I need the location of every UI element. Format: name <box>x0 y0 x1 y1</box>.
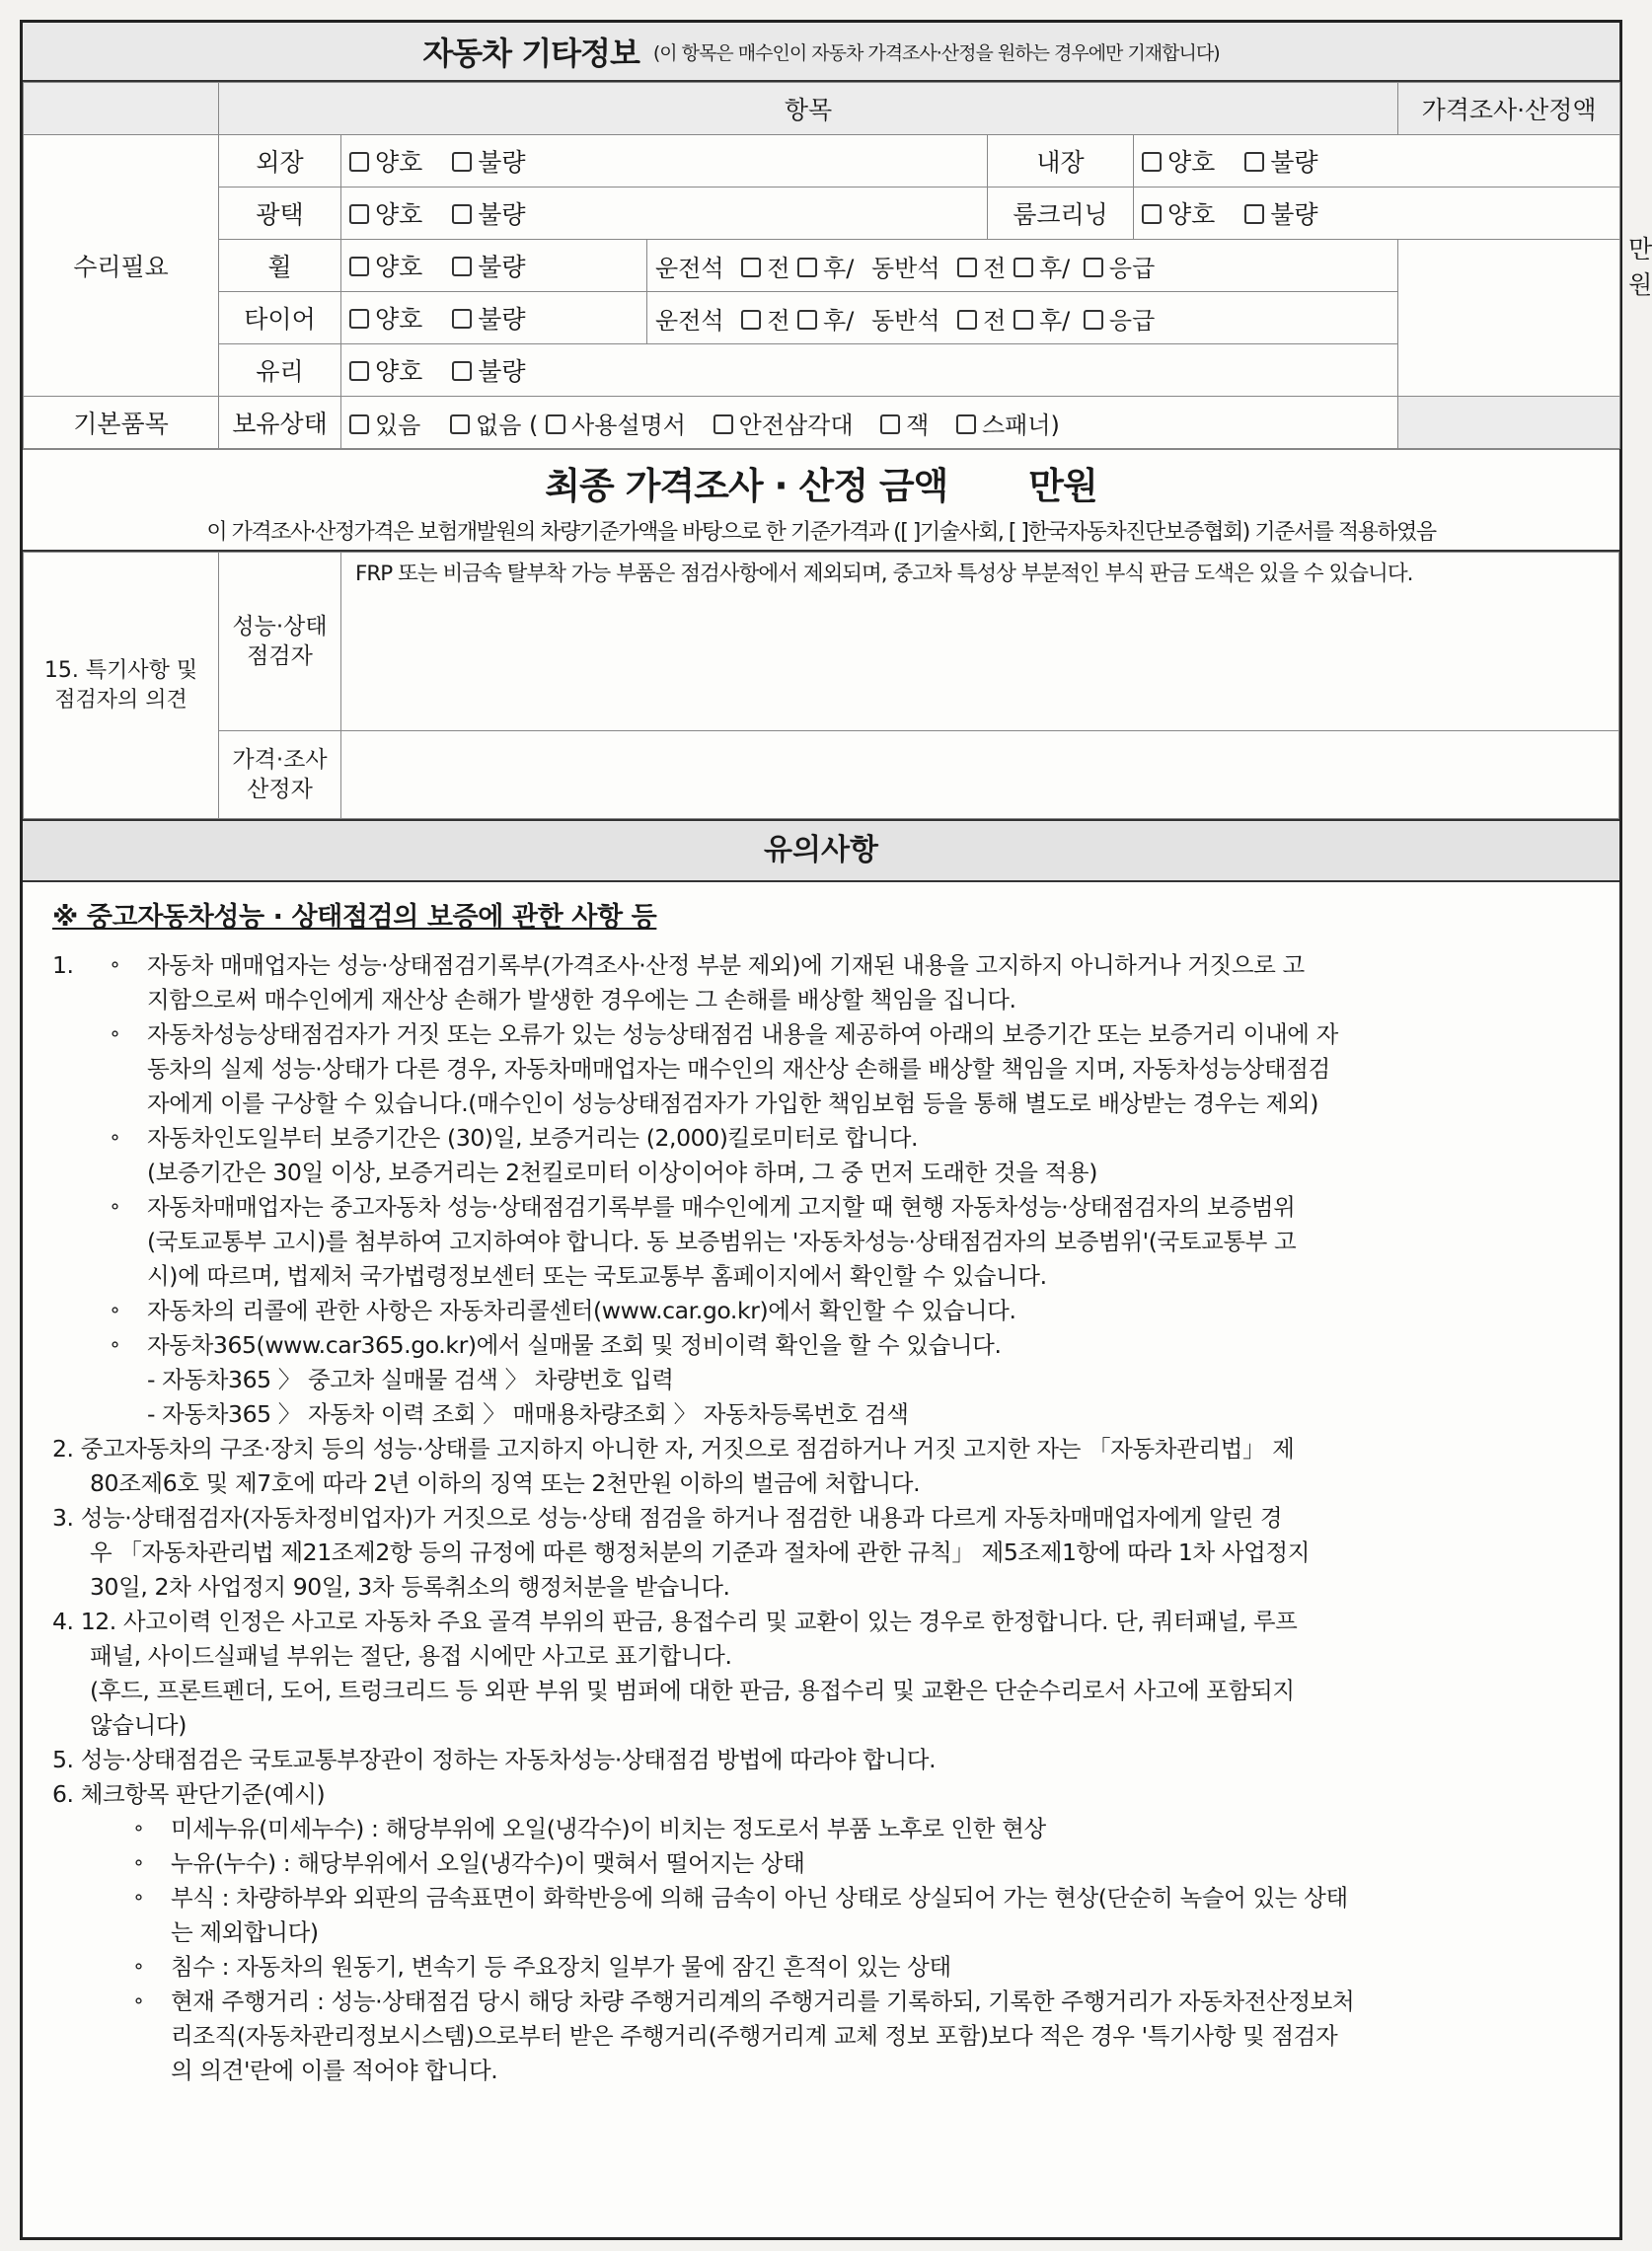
wheel-emergency-checkbox[interactable] <box>1084 258 1103 277</box>
spanner-checkbox[interactable] <box>956 414 976 434</box>
row-interior: 내장 <box>988 135 1134 188</box>
section-title: 자동차 기타정보 <box>422 35 639 72</box>
exterior-good-checkbox[interactable] <box>349 152 369 172</box>
corner-cell <box>24 83 219 135</box>
glass-bad-checkbox[interactable] <box>452 361 472 381</box>
criteria-item: ⚬ 미세누유(미세누수) : 해당부위에 오일(냉각수)이 비치는 정도로서 부품 노후로 인한 현상 <box>131 1815 1046 1842</box>
interior-bad-checkbox[interactable] <box>1244 152 1264 172</box>
gloss-bad-checkbox[interactable] <box>452 204 472 224</box>
triangle-checkbox[interactable] <box>713 414 733 434</box>
wheel-driver-rear-checkbox[interactable] <box>797 258 817 277</box>
interior-options: 양호 불량 <box>1134 135 1620 188</box>
gloss-good-checkbox[interactable] <box>349 204 369 224</box>
notice-body: ※ 중고자동차성능 · 상태점검의 보증에 관한 사항 등 1. ⚬ 자동차 매매업자는 성능·상태점검기록부(가격조사·산정 부분 제외)에 기재된 내용을 고지하지 아니하거나 거짓으로 고 지함으로써 매수인에게 재산상 손해가 발생한 경우에는 그 손해를 배상할 책임을 집니다. ⚬ 자동차성능상태점검자가 거짓 또는 오류가 있는 성능상태점검 내용을 제공하여 아래의 보증기간 또는 보증거리 이내에 자 동차의 실제 성능·상태가 다른 경우, 자동차매매업자는 매수인의 재산상 손해를 배상할 책임을 지며, 자동차성능상태점검 자에게 이를 구상할 수 있습니다.(매수인이 성능상태점검자가 가입한 책임보험 등을 통해 별도로 배상받는 경우는 제외) ⚬ 자동차인도일부터 보증기간은 (30)일, 보증거리는 (2,000)킬로미터로 합니다. (보증기간은 30일 이상, 보증거리는 2천킬로미터 이상이어야 하며, 그 중 먼저 도래한 것을 적용) ⚬ 자동차매매업자는 중고자동차 성능·상태점검기록부를 매수인에게 고지할 때 현행 자동차성능·상태점검자의 보증범위 (국토교통부 고시)를 첨부하여 고지하여야 합니다. 동 보증범위는 '자동차성능·상태점검자의 보증범위'(국토교통부 고 시)에 따르며, 법제처 국가법령정보센터 또는 국토교통부 홈페이지에서 확인할 수 있습니다. ⚬ 자동차의 리콜에 관한 사항은 자동차리콜센터(www.car.go.kr)에서 확인할 수 있습니다. ⚬ 자동차365(www.car365.go.kr)에서 실매물 조회 및 정비이력 확인을 할 수 있습니다. - 자동차365 〉 중고차 실매물 검색 〉 차량번호 입력 - 자동차365 〉 자동차 이력 조회 〉 매매용차량조회 〉 자동차등록번호 검색 2. 중고자동차의 구조·장치 등의 성능·상태를 고지하지 아니한 자, 거짓으로 점검하거나 거짓 고지한 자는 「자동차관리법」 제 80조제6호 및 제7호에 따라 2년 이하의 징역 또는 2천만원 이하의 벌금에 처합니다. 3. 성능·상태점검자(자동차정비업자)가 거짓으로 성능·상태 점검을 하거나 점검한 내용과 다르게 자동차매매업자에게 알린 경 우 「자동차관리법 제21조제2항 등의 규정에 따른 행정처분의 기준과 절차에 관한 규칙」 제5조제1항에 따라 1차 사업정지 30일, 2차 사업정지 90일, 3차 등록취소의 행정처분을 받습니다. 4. 12. 사고이력 인정은 사고로 자동차 주요 골격 부위의 판금, 용접수리 및 교환이 있는 경우로 한정합니다. 단, 쿼터패널, 루프 패널, 사이드실패널 부위는 절단, 용접 시에만 사고로 표기합니다. (후드, 프론트펜더, 도어, 트렁크리드 등 외판 부위 및 범퍼에 대한 판금, 용접수리 및 교환은 단순수리로서 사고에 포함되지 않습니다) 5. 성능·상태점검은 국토교통부장관이 정하는 자동차성능·상태점검 방법에 따라야 합니다. 6. 체크항목 판단기준(예시) ⚬ 미세누유(미세누수) : 해당부위에 오일(냉각수)이 비치는 정도로서 부품 노후로 인한 현상 ⚬ 누유(누수) : 해당부위에서 오일(냉각수)이 맺혀서 떨어지는 상태 ⚬ 부식 : 차량하부와 외판의 금속표면이 화학반응에 의해 금속이 아닌 상태로 상실되어 가는 현상(단순히 녹슬어 있는 상태 는 제외합니다) ⚬ 침수 : 자동차의 원동기, 변속기 등 주요장치 일부가 물에 잠긴 흔적이 있는 상태 ⚬ 현재 주행거리 : 성능·상태점검 당시 해당 차량 주행거리계의 주행거리를 기록하되, 기록한 주행거리가 자동차전산정보처 리조직(자동차관리정보시스템)으로부터 받은 주행거리(주행거리계 교체 정보 포함)보다 적은 경우 '특기사항 및 점검자 의 의견'란에 이를 적어야 합니다. <box>23 882 1619 2088</box>
row-exterior: 외장 <box>219 135 341 188</box>
inspection-record-sheet <box>20 20 1652 2240</box>
criteria-item: ⚬ 현재 주행거리 : 성능·상태점검 당시 해당 차량 주행거리계의 주행거리를 기록하되, 기록한 주행거리가 자동차전산정보처 <box>131 1988 1355 2015</box>
notice-title: 유의사항 <box>23 819 1619 882</box>
row-roomclean: 룸크리닝 <box>988 188 1134 240</box>
appraiser-label: 가격·조사 산정자 <box>219 731 341 819</box>
notice-item-4: 4. 12. 사고이력 인정은 사고로 자동차 주요 골격 부위의 판금, 용접수리 및 교환이 있는 경우로 한정합니다. 단, 쿼터패널, 루프 <box>52 1608 1298 1635</box>
wheel-options: 양호 불량 <box>341 240 647 292</box>
wheel-bad-checkbox[interactable] <box>452 257 472 276</box>
row-glass: 유리 <box>219 344 341 397</box>
criteria-item: ⚬ 누유(누수) : 해당부위에서 오일(냉각수)이 맺혀서 떨어지는 상태 <box>131 1849 805 1877</box>
exterior-options: 양호 불량 <box>341 135 988 188</box>
glass-good-checkbox[interactable] <box>349 361 369 381</box>
wheel-driver-front-checkbox[interactable] <box>741 258 761 277</box>
final-price-unit[interactable]: 만원 <box>1028 465 1097 507</box>
final-price-title: 최종 가격조사 · 산정 금액 <box>545 465 948 507</box>
notice-item-1-3: ⚬ 자동차인도일부터 보증기간은 (30)일, 보증거리는 (2,000)킬로미터로 합니다. <box>108 1124 919 1152</box>
notice-item-1-6: ⚬ 자동차365(www.car365.go.kr)에서 실매물 조회 및 정비이력 확인을 할 수 있습니다. <box>108 1331 1002 1359</box>
possession-none-checkbox[interactable] <box>450 414 470 434</box>
row-gloss: 광택 <box>219 188 341 240</box>
repair-needed-label: 수리필요 <box>24 135 219 397</box>
gloss-options: 양호 불량 <box>341 188 988 240</box>
final-price-block <box>23 449 1619 552</box>
criteria-item: ⚬ 부식 : 차량하부와 외판의 금속표면이 화학반응에 의해 금속이 아닌 상태로 상실되어 가는 현상(단순히 녹슬어 있는 상태 <box>131 1884 1348 1912</box>
row-tire: 타이어 <box>219 292 341 344</box>
price-appraisal-table <box>23 82 1652 449</box>
other-info-header <box>23 23 1619 82</box>
inspector-label: 성능·상태 점검자 <box>219 553 341 731</box>
possession-have-checkbox[interactable] <box>349 414 369 434</box>
tire-bad-checkbox[interactable] <box>452 309 472 329</box>
roomclean-bad-checkbox[interactable] <box>1244 204 1264 224</box>
tire-driver-rear-checkbox[interactable] <box>797 310 817 330</box>
special-notes-label: 15. 특기사항 및 점검자의 의견 <box>24 553 219 819</box>
price-unit: 만원 <box>1628 235 1652 299</box>
tire-driver-front-checkbox[interactable] <box>741 310 761 330</box>
notice-item-1-4: ⚬ 자동차매매업자는 중고자동차 성능·상태점검기록부를 매수인에게 고지할 때 현행 자동차성능·상태점검자의 보증범위 <box>108 1193 1296 1221</box>
price-column-header: 가격조사·산정액 <box>1398 83 1620 135</box>
special-notes-table <box>23 552 1619 819</box>
tire-options: 양호 불량 <box>341 292 647 344</box>
notice-item-6: 6. 체크항목 판단기준(예시) <box>52 1780 326 1808</box>
notice-item-1-2: ⚬ 자동차성능상태점검자가 거짓 또는 오류가 있는 성능상태점검 내용을 제공하여 아래의 보증기간 또는 보증거리 이내에 자 <box>108 1020 1338 1048</box>
roomclean-good-checkbox[interactable] <box>1142 204 1162 224</box>
tire-emergency-checkbox[interactable] <box>1084 310 1103 330</box>
final-price-note: 이 가격조사·산정가격은 보험개발원의 차량기준가액을 바탕으로 한 기준가격과 ([ ]기술사회, [ ]한국자동차진단보증협회) 기준서를 적용하였음 <box>206 520 1436 545</box>
inspector-opinion-text: FRP 또는 비금속 탈부착 가능 부품은 점검사항에서 제외되며, 중고차 특성상 부분적인 부식 판금 도색은 있을 수 있습니다. <box>355 562 1413 586</box>
notice-item-3: 3. 성능·상태점검자(자동차정비업자)가 거짓으로 성능·상태 점검을 하거나 점검한 내용과 다르게 자동차매매업자에게 알린 경 <box>52 1504 1283 1532</box>
wheel-passenger-rear-checkbox[interactable] <box>1014 258 1033 277</box>
notice-item-5: 5. 성능·상태점검은 국토교통부장관이 정하는 자동차성능·상태점검 방법에 따라야 합니다. <box>52 1746 937 1773</box>
appraiser-opinion-field[interactable] <box>341 731 1619 819</box>
roomclean-options: 양호 불량 <box>1134 188 1620 240</box>
tire-passenger-front-checkbox[interactable] <box>957 310 977 330</box>
section-subtitle: (이 항목은 매수인이 자동차 가격조사·산정을 원하는 경우에만 기재합니다) <box>652 41 1220 64</box>
item-column-header: 항목 <box>219 83 1398 135</box>
notice-item-1: 1. ⚬ 자동차 매매업자는 성능·상태점검기록부(가격조사·산정 부분 제외)에 기재된 내용을 고지하지 아니하거나 거짓으로 고 <box>52 951 1305 979</box>
glass-options: 양호 불량 <box>341 344 1398 397</box>
basic-items-label: 기본품목 <box>24 397 219 449</box>
inspector-opinion-field[interactable] <box>341 553 1619 731</box>
tire-passenger-rear-checkbox[interactable] <box>1014 310 1033 330</box>
jack-checkbox[interactable] <box>880 414 900 434</box>
interior-good-checkbox[interactable] <box>1142 152 1162 172</box>
wheel-passenger-front-checkbox[interactable] <box>957 258 977 277</box>
manual-checkbox[interactable] <box>546 414 565 434</box>
price-blank-cell <box>1398 397 1620 449</box>
wheel-good-checkbox[interactable] <box>349 257 369 276</box>
notice-heading: ※ 중고자동차성능 · 상태점검의 보증에 관한 사항 등 <box>52 902 657 933</box>
tire-good-checkbox[interactable] <box>349 309 369 329</box>
criteria-item: ⚬ 침수 : 자동차의 원동기, 변속기 등 주요장치 일부가 물에 잠긴 흔적이 있는 상태 <box>131 1953 951 1981</box>
notice-item-1-5: ⚬ 자동차의 리콜에 관한 사항은 자동차리콜센터(www.car.go.kr)에서 확인할 수 있습니다. <box>108 1297 1016 1324</box>
possession-options: 있음 없음 ( 사용설명서 안전삼각대 잭 스패너) <box>341 397 1398 449</box>
row-wheel: 휠 <box>219 240 341 292</box>
wheel-position-options: 운전석 전 후/ 동반석 전 후/ 응급 <box>647 240 1398 292</box>
notice-item-2: 2. 중고자동차의 구조·장치 등의 성능·상태를 고지하지 아니한 자, 거짓으로 점검하거나 거짓 고지한 자는 「자동차관리법」 제 <box>52 1435 1295 1463</box>
exterior-bad-checkbox[interactable] <box>452 152 472 172</box>
tire-position-options: 운전석 전 후/ 동반석 전 후/ 응급 <box>647 292 1398 344</box>
row-possession: 보유상태 <box>219 397 341 449</box>
